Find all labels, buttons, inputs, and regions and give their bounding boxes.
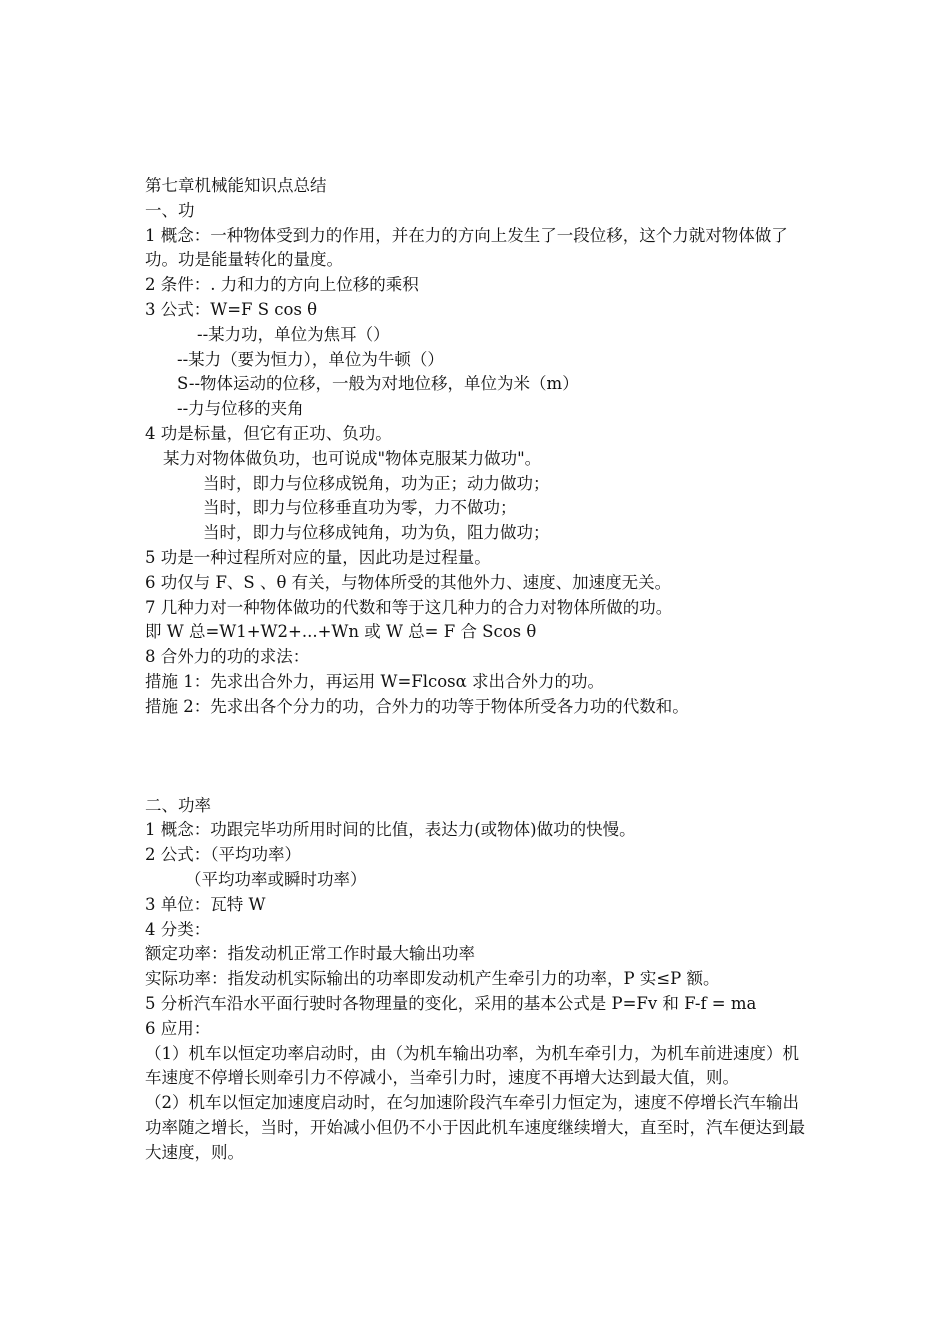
case-acute-angle: 当时，即力与位移成锐角，功为正；动力做功；: [203, 473, 550, 493]
paragraph-dependence: 6 功仅与 F、S 、θ 有关，与物体所受的其他外力、速度、加速度无关。: [145, 572, 672, 592]
case-right-angle: 当时，即力与位移垂直功为零，力不做功；: [203, 498, 517, 518]
power-unit: 3 单位：瓦特 W: [145, 894, 266, 914]
actual-power: 实际功率：指发动机实际输出的功率即发动机产生牵引力的功率，P 实≤P 额。: [145, 969, 720, 989]
method-2: 措施 2：先求出各个分力的功，合外力的功等于物体所受各力功的代数和。: [145, 696, 689, 716]
power-classification: 4 分类：: [145, 919, 211, 939]
rated-power: 额定功率：指发动机正常工作时最大输出功率: [145, 944, 475, 964]
paragraph-net-work-methods: 8 合外力的功的求法：: [145, 647, 310, 667]
paragraph-resultant: 7 几种力对一种物体做功的代数和等于这几种力的合力对物体所做的功。: [145, 597, 673, 617]
document-body: [145, 174, 810, 1165]
case-obtuse-angle: 当时，即力与位移成钝角，功为负，阻力做功；: [203, 523, 550, 543]
paragraph-condition: 2 条件：. 力和力的方向上位移的乘积: [145, 275, 419, 295]
section-spacer: [145, 720, 810, 794]
paragraph-scalar: 4 功是标量，但它有正功、负功。: [145, 423, 392, 443]
paragraph-formula: 3 公式：W=F S cos θ: [145, 299, 318, 319]
method-1: 措施 1：先求出合外力，再运用 W=Flcosα 求出合外力的功。: [145, 671, 605, 691]
power-formula: 2 公式：（平均功率）: [145, 845, 301, 865]
document-title: 第七章机械能知识点总结: [145, 176, 327, 195]
power-concept: 1 概念：功跟完毕功所用时间的比值，表达力(或物体)做功的快慢。: [145, 820, 636, 840]
formula-note-displacement: S--物体运动的位移，一般为对地位移，单位为米（m）: [177, 374, 579, 394]
formula-note-work: --某力功，单位为焦耳（）: [197, 324, 390, 344]
car-analysis: 5 分析汽车沿水平面行驶时各物理量的变化，采用的基本公式是 P=Fv 和 F-f = ma: [145, 993, 757, 1013]
application-heading: 6 应用：: [145, 1018, 211, 1038]
paragraph-negative-work: 某力对物体做负功，也可说成"物体克服某力做功"。: [163, 448, 542, 468]
application-constant-acceleration: （2）机车以恒定加速度启动时，在匀加速阶段汽车牵引力恒定为，速度不停增长汽车输出功率随之增长，当时，开始减小但仍不小于因此机车速度继续增大，直至时，汽车便达到最大速度，则。: [145, 1093, 805, 1162]
formula-note-angle: --力与位移的夹角: [177, 399, 304, 419]
section-heading-power: 二、功率: [145, 795, 211, 815]
section-heading-work: 一、功: [145, 200, 195, 220]
paragraph-concept: 1 概念：一种物体受到力的作用，并在力的方向上发生了一段位移，这个力就对物体做了功。功是能量转化的量度。: [145, 225, 788, 270]
power-formula-instant: （平均功率或瞬时功率）: [185, 869, 367, 889]
application-constant-power: （1）机车以恒定功率启动时，由（为机车输出功率，为机车牵引力，为机车前进速度）机车速度不停增长则牵引力不停减小，当牵引力时，速度不再增大达到最大值，则。: [145, 1043, 799, 1088]
paragraph-total-work-formula: 即 W 总=W1+W2+...+Wn 或 W 总= F 合 Scos θ: [145, 622, 537, 642]
paragraph-process-quantity: 5 功是一种过程所对应的量，因此功是过程量。: [145, 547, 491, 567]
formula-note-force: --某力（要为恒力），单位为牛顿（）: [177, 349, 444, 369]
